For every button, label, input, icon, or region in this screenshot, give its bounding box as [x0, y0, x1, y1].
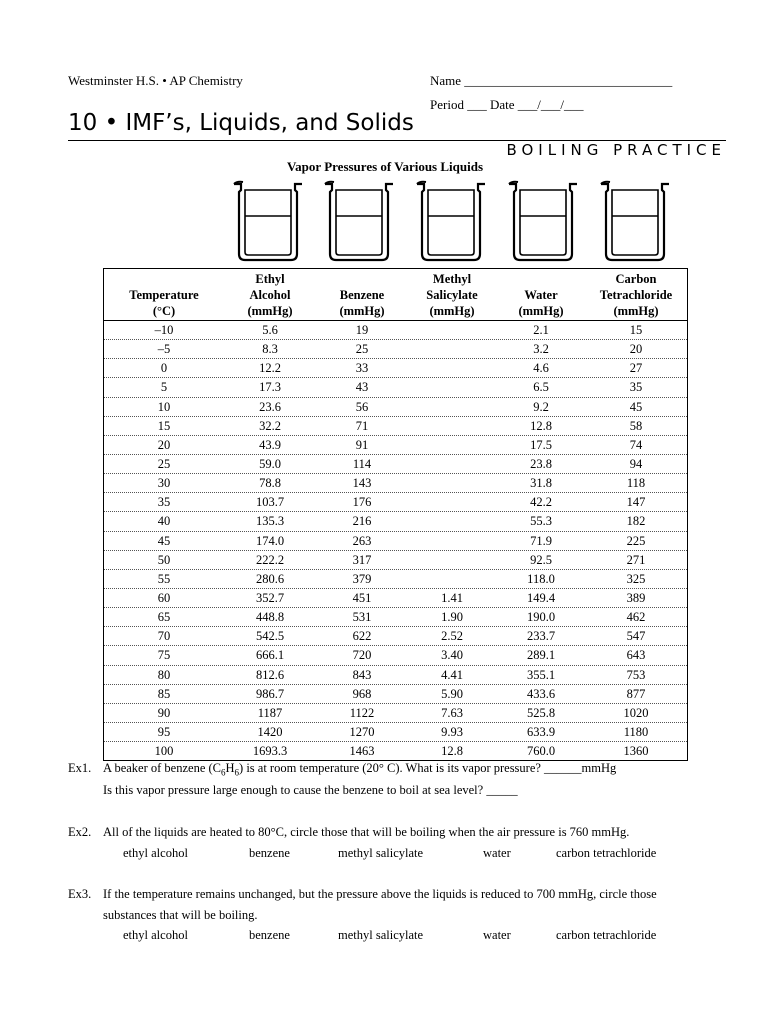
- header-line: (mmHg): [518, 304, 564, 318]
- col-temperature-cell: 75: [157, 648, 171, 663]
- col-ethyl-alcohol-cell: 280.6: [255, 571, 285, 586]
- table-title: Vapor Pressures of Various Liquids: [286, 159, 484, 174]
- col-carbon-tetrachloride-cell: 15: [629, 323, 643, 337]
- col-temperature-cell: –10: [154, 323, 174, 337]
- col-water-cell: 71.9: [530, 533, 552, 548]
- table-header-row: [104, 269, 687, 321]
- col-water-cell: 525.8: [526, 705, 556, 720]
- header-line: (°C): [152, 304, 176, 318]
- col-ethyl-alcohol-cell: 352.7: [255, 590, 285, 605]
- col-ethyl-alcohol-cell: 59.0: [259, 456, 281, 471]
- col-temperature-cell: 70: [157, 629, 171, 644]
- col-carbon-tetrachloride-cell: 1360: [623, 744, 649, 759]
- col-temperature-cell: 30: [157, 476, 171, 491]
- col-water-cell: 23.8: [530, 456, 552, 471]
- col-methyl-salicylate-cell: 4.41: [441, 667, 463, 682]
- col-temperature-cell: 60: [157, 590, 171, 605]
- col-temperature-cell: 15: [157, 418, 171, 433]
- col-ethyl-alcohol-cell: 222.2: [255, 552, 285, 567]
- header-line: (mmHg): [429, 304, 475, 318]
- col-methyl-salicylate-cell: [408, 532, 496, 550]
- col-ethyl-alcohol-cell: 8.3: [262, 342, 278, 357]
- table-row: [104, 627, 687, 646]
- col-water-cell: 233.7: [526, 629, 556, 644]
- ex2-label: Ex2.: [68, 825, 92, 839]
- col-temperature-cell: 65: [157, 610, 171, 625]
- table-row: [104, 474, 687, 493]
- ex2-choice-carbon-tetrachloride[interactable]: carbon tetrachloride: [556, 846, 657, 860]
- col-temperature-cell: 20: [157, 437, 171, 452]
- col-water-cell: 31.8: [530, 476, 552, 491]
- col-methyl-salicylate-cell: [408, 512, 496, 530]
- header-line: Carbon: [615, 272, 657, 286]
- col-benzene-cell: 91: [355, 437, 369, 452]
- ex3-choice-carbon-tetrachloride[interactable]: carbon tetrachloride: [556, 928, 657, 942]
- col-water-cell: 4.6: [533, 361, 549, 376]
- col-temperature-cell: 95: [157, 724, 171, 739]
- beaker-icon: [598, 180, 672, 262]
- col-water-cell: 118.0: [527, 571, 555, 586]
- col-benzene-cell: 379: [352, 571, 372, 586]
- header-line: Alcohol: [249, 288, 291, 302]
- col-temperature-cell: 55: [157, 571, 171, 586]
- col-benzene-cell: 56: [355, 399, 369, 414]
- col-carbon-tetrachloride-cell: 45: [629, 399, 643, 414]
- ex1-label: Ex1.: [68, 761, 92, 775]
- table-row: [104, 551, 687, 570]
- col-ethyl-alcohol-cell: 542.5: [255, 629, 285, 644]
- col-carbon-tetrachloride-cell: 182: [626, 514, 646, 529]
- col-methyl-salicylate-cell: [408, 359, 496, 377]
- school-course-label: Westminster H.S. • AP Chemistry: [68, 73, 243, 88]
- ex3-choice-water[interactable]: water: [483, 928, 511, 942]
- header-line: Salicylate: [426, 288, 478, 302]
- col-methyl-salicylate-cell: [408, 493, 496, 511]
- col-temperature-cell: 90: [157, 705, 171, 720]
- beaker-icon: [231, 180, 305, 262]
- col-temperature-cell: 45: [157, 533, 171, 548]
- col-carbon-tetrachloride-cell: 325: [626, 571, 646, 586]
- col-carbon-tetrachloride-cell: 94: [629, 456, 643, 471]
- ex3-question-cont: substances that will be boiling.: [103, 908, 258, 922]
- table-row: [104, 512, 687, 531]
- col-temperature-cell: 10: [157, 399, 171, 414]
- table-row: [104, 589, 687, 608]
- col-ethyl-alcohol-cell: 1420: [257, 724, 283, 739]
- col-methyl-salicylate-cell: [408, 455, 496, 473]
- col-benzene-cell: 1463: [349, 744, 375, 759]
- col-carbon-tetrachloride-cell: 35: [629, 380, 643, 395]
- col-methyl-salicylate-cell: [408, 417, 496, 435]
- col-water-cell: 55.3: [530, 514, 552, 529]
- table-row: [104, 378, 687, 397]
- period-date-field[interactable]: Period ___ Date ___/___/___: [430, 97, 584, 112]
- col-benzene-cell: 720: [352, 648, 372, 663]
- header-line: Water: [524, 288, 558, 302]
- col-water-cell: 433.6: [526, 686, 556, 701]
- col-methyl-salicylate-cell: 12.8: [441, 744, 463, 759]
- col-benzene-cell: 451: [352, 590, 372, 605]
- col-temperature-cell: 85: [157, 686, 171, 701]
- col-benzene-cell: 143: [352, 476, 372, 491]
- col-methyl-salicylate-cell: [408, 474, 496, 492]
- col-ethyl-alcohol-cell: 5.6: [262, 323, 278, 337]
- header-line: (mmHg): [339, 304, 385, 318]
- col-temperature-cell: 25: [157, 456, 171, 471]
- table-row: [104, 398, 687, 417]
- col-ethyl-alcohol-cell: 174.0: [255, 533, 285, 548]
- col-ethyl-alcohol-cell: 1187: [257, 705, 283, 720]
- ex2-choice-benzene[interactable]: benzene: [249, 846, 290, 860]
- table-row: [104, 742, 687, 760]
- col-water-cell: 355.1: [526, 667, 556, 682]
- col-methyl-salicylate-cell: [408, 398, 496, 416]
- col-carbon-tetrachloride-cell: 225: [626, 533, 646, 548]
- col-water-header: [496, 269, 586, 320]
- col-carbon-tetrachloride-cell: 877: [626, 686, 646, 701]
- ex3-choice-benzene[interactable]: benzene: [249, 928, 290, 942]
- col-temperature-header: [104, 269, 224, 320]
- col-temperature-cell: 80: [157, 667, 171, 682]
- col-carbon-tetrachloride-cell: 118: [626, 476, 646, 491]
- ex3-question: If the temperature remains unchanged, but the pressure above the liquids is reduced to 700 mmHg, circle those: [103, 887, 657, 901]
- col-carbon-tetrachloride-cell: 271: [626, 552, 646, 567]
- page-title: 10 • IMF’s, Liquids, and Solids: [68, 110, 414, 136]
- col-ethyl-alcohol-cell: 17.3: [259, 380, 281, 395]
- col-temperature-cell: 40: [157, 514, 171, 529]
- col-water-cell: 42.2: [530, 495, 552, 510]
- section-subtitle: BOILING PRACTICE: [506, 141, 726, 159]
- table-row: [104, 359, 687, 378]
- table-row: [104, 321, 687, 340]
- col-benzene-cell: 71: [355, 418, 369, 433]
- col-carbon-tetrachloride-header: [586, 269, 686, 320]
- header-line: (mmHg): [613, 304, 659, 318]
- col-water-cell: 2.1: [533, 323, 549, 337]
- col-carbon-tetrachloride-cell: 20: [629, 342, 643, 357]
- col-water-cell: 190.0: [526, 610, 556, 625]
- col-ethyl-alcohol-cell: 1693.3: [252, 744, 288, 759]
- col-benzene-cell: 43: [355, 380, 369, 395]
- col-temperature-cell: 35: [157, 495, 171, 510]
- ex3-choice-methyl-salicylate[interactable]: methyl salicylate: [338, 928, 424, 942]
- col-benzene-cell: 19: [355, 323, 369, 337]
- col-ethyl-alcohol-cell: 986.7: [255, 686, 285, 701]
- name-field[interactable]: Name ________________________________: [430, 73, 673, 88]
- col-water-cell: 633.9: [526, 724, 556, 739]
- col-ethyl-alcohol-cell: 23.6: [259, 399, 281, 414]
- table-row: [104, 608, 687, 627]
- col-ethyl-alcohol-cell: 43.9: [259, 437, 281, 452]
- col-temperature-cell: 5: [160, 380, 168, 395]
- table-row: [104, 417, 687, 436]
- beaker-icon: [414, 180, 488, 262]
- col-carbon-tetrachloride-cell: 74: [629, 437, 643, 452]
- header-line: (mmHg): [247, 304, 293, 318]
- col-benzene-cell: 176: [352, 495, 372, 510]
- col-benzene-cell: 33: [355, 361, 369, 376]
- col-benzene-cell: 263: [352, 533, 372, 548]
- col-benzene-cell: 25: [355, 342, 369, 357]
- table-row: [104, 340, 687, 359]
- beaker-icon: [506, 180, 580, 262]
- ex3-label: Ex3.: [68, 887, 92, 901]
- col-benzene-header: [316, 269, 408, 320]
- col-methyl-salicylate-header: [408, 269, 496, 320]
- col-ethyl-alcohol-cell: 666.1: [255, 648, 285, 663]
- vapor-pressure-table: [103, 268, 688, 761]
- table-row: [104, 646, 687, 665]
- table-row: [104, 704, 687, 723]
- col-methyl-salicylate-cell: [408, 340, 496, 358]
- col-ethyl-alcohol-cell: 32.2: [259, 418, 281, 433]
- col-benzene-cell: 317: [352, 552, 372, 567]
- col-carbon-tetrachloride-cell: 58: [629, 418, 643, 433]
- col-ethyl-alcohol-cell: 135.3: [255, 514, 285, 529]
- col-temperature-cell: 100: [154, 744, 174, 759]
- ex3-choice-ethyl-alcohol[interactable]: ethyl alcohol: [123, 928, 188, 942]
- col-water-cell: 149.4: [526, 590, 556, 605]
- col-benzene-cell: 622: [352, 629, 372, 644]
- col-methyl-salicylate-cell: [408, 436, 496, 454]
- table-row: [104, 455, 687, 474]
- col-benzene-cell: 843: [352, 667, 372, 682]
- col-carbon-tetrachloride-cell: 462: [626, 610, 646, 625]
- table-row: [104, 532, 687, 551]
- ex2-choice-water[interactable]: water: [483, 846, 511, 860]
- col-carbon-tetrachloride-cell: 1180: [623, 724, 649, 739]
- ex2-choice-methyl-salicylate[interactable]: methyl salicylate: [338, 846, 424, 860]
- col-benzene-cell: 1122: [349, 705, 375, 720]
- col-ethyl-alcohol-cell: 448.8: [255, 610, 285, 625]
- col-water-cell: 289.1: [526, 648, 556, 663]
- ex1-question: A beaker of benzene $(C_6H_6)$ is at room temperature (20° C). What is its vapor pressure? ______mmHg: [103, 761, 617, 778]
- col-carbon-tetrachloride-cell: 389: [626, 590, 646, 605]
- col-methyl-salicylate-cell: 7.63: [441, 705, 463, 720]
- table-row: [104, 570, 687, 589]
- col-carbon-tetrachloride-cell: 27: [629, 361, 643, 376]
- col-methyl-salicylate-cell: [408, 570, 496, 588]
- col-benzene-cell: 1270: [349, 724, 375, 739]
- col-benzene-cell: 531: [352, 610, 372, 625]
- col-carbon-tetrachloride-cell: 753: [626, 667, 646, 682]
- col-water-cell: 6.5: [533, 380, 549, 395]
- col-methyl-salicylate-cell: 2.52: [441, 629, 463, 644]
- col-ethyl-alcohol-header: [224, 269, 316, 320]
- col-ethyl-alcohol-cell: 812.6: [255, 667, 285, 682]
- ex1-followup: Is this vapor pressure large enough to cause the benzene to boil at sea level? _____: [103, 783, 518, 797]
- col-temperature-cell: –5: [157, 342, 171, 357]
- table-row: [104, 685, 687, 704]
- col-benzene-cell: 968: [352, 686, 372, 701]
- col-water-cell: 9.2: [533, 399, 549, 414]
- header-line: Methyl: [432, 272, 472, 286]
- col-ethyl-alcohol-cell: 78.8: [259, 476, 281, 491]
- col-water-cell: 92.5: [530, 552, 552, 567]
- col-carbon-tetrachloride-cell: 147: [626, 495, 646, 510]
- header-line: Benzene: [339, 288, 385, 302]
- col-carbon-tetrachloride-cell: 643: [626, 648, 646, 663]
- table-row: [104, 436, 687, 455]
- col-water-cell: 3.2: [533, 342, 549, 357]
- ex2-choice-ethyl-alcohol[interactable]: ethyl alcohol: [123, 846, 188, 860]
- col-carbon-tetrachloride-cell: 547: [626, 629, 646, 644]
- col-benzene-cell: 114: [352, 456, 372, 471]
- col-benzene-cell: 216: [352, 514, 372, 529]
- col-methyl-salicylate-cell: 3.40: [441, 648, 463, 663]
- beaker-icon: [322, 180, 396, 262]
- col-methyl-salicylate-cell: 9.93: [441, 724, 463, 739]
- col-methyl-salicylate-cell: 5.90: [441, 686, 463, 701]
- col-water-cell: 17.5: [530, 437, 552, 452]
- col-ethyl-alcohol-cell: 103.7: [255, 495, 285, 510]
- header-line: Ethyl: [255, 272, 285, 286]
- col-methyl-salicylate-cell: 1.90: [441, 610, 463, 625]
- header-line: Tetrachloride: [599, 288, 673, 302]
- col-ethyl-alcohol-cell: 12.2: [259, 361, 281, 376]
- col-methyl-salicylate-cell: [408, 551, 496, 569]
- col-temperature-cell: 50: [157, 552, 171, 567]
- col-water-cell: 12.8: [530, 418, 552, 433]
- col-water-cell: 760.0: [526, 744, 556, 759]
- col-methyl-salicylate-cell: [408, 378, 496, 396]
- ex2-question: All of the liquids are heated to 80°C, circle those that will be boiling when the air pressure is 760 mmHg.: [103, 825, 630, 839]
- table-row: [104, 493, 687, 512]
- table-row: [104, 666, 687, 685]
- col-carbon-tetrachloride-cell: 1020: [623, 705, 649, 720]
- table-row: [104, 723, 687, 742]
- col-temperature-cell: 0: [160, 361, 168, 376]
- col-methyl-salicylate-cell: 1.41: [441, 590, 463, 605]
- col-methyl-salicylate-cell: [408, 321, 496, 339]
- header-line: Temperature: [129, 288, 199, 302]
